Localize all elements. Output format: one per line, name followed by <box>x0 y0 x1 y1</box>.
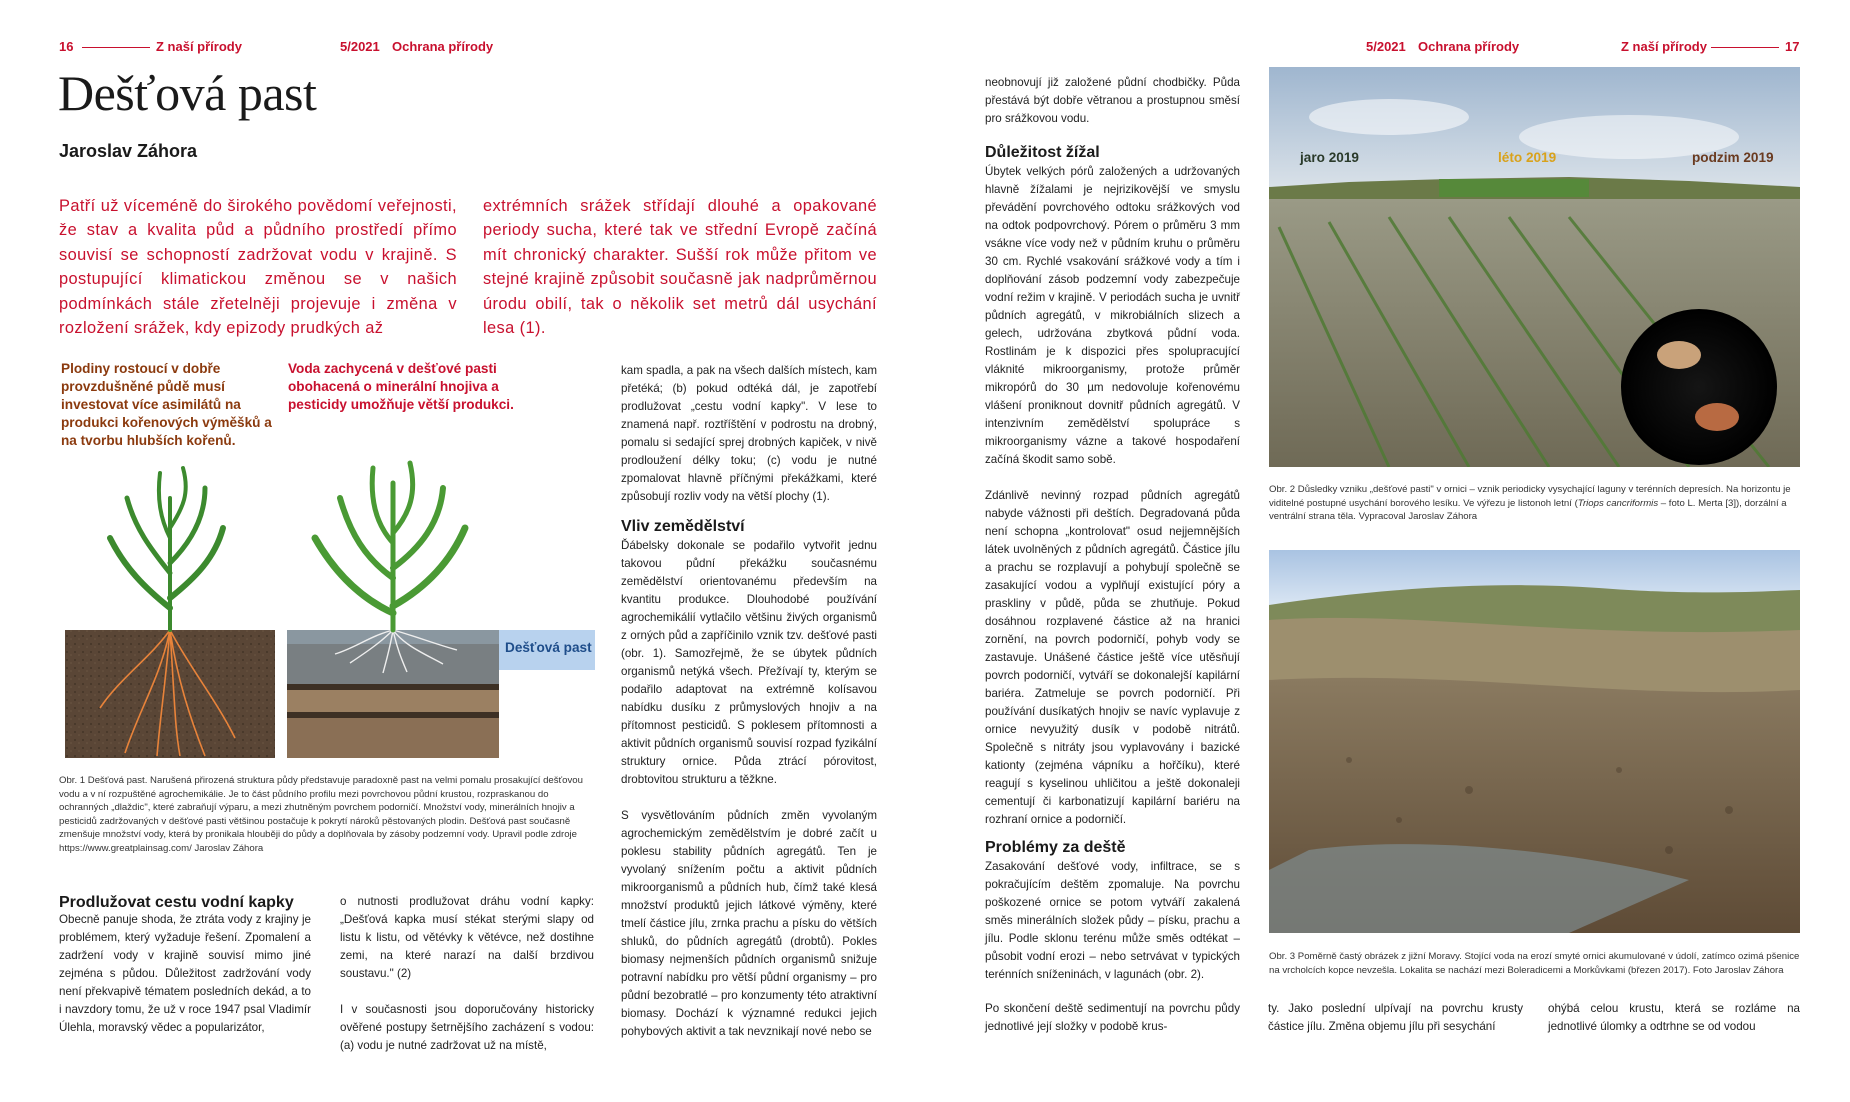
page-number-left: 16 <box>59 39 74 54</box>
right-col2-text-bottom <box>1268 1000 1523 1036</box>
right-col1-text-top <box>985 74 1240 128</box>
figure2-caption <box>1269 483 1800 524</box>
article-author: Jaroslav Záhora <box>59 141 198 161</box>
section1-heading: Prodlužovat cestu vodní kapky <box>59 894 294 911</box>
figure3-photo <box>1269 550 1800 933</box>
right-col1-text-bottom <box>985 858 1240 984</box>
left-col3-text-top <box>621 362 877 506</box>
heading-earthworms: Důležitost žížal <box>985 144 1100 161</box>
figure2-photo <box>1269 67 1800 467</box>
paragraph: Ďábelsky dokonale se podařilo vytvořit jednu takovou půdní překážku současnému zemědělství orientovanému především na kvantitu produkce. Dlouhodobé používání agrochemikálií vytlačilo většinu živých organismů z orných půd a zapříčinilo vznik tzv. dešťové pasti (obr. 1). Samozřejmě, že se úbytek půdních organismů netýká všech. Přežívají ty, kterým se podařilo adaptovat na extrémně kolísavou nabídku dusíku z průmyslových hnojiv a na přítomnost pesticidů. S poklesem přítomnosti a aktivit půdních organismů souvisí rozpad fyzikální struktury ornice. Půda ztrácí pórovitost, drobtovitou strukturu a těžkne. <box>621 539 877 786</box>
figure1-label-left: Plodiny rostoucí v dobře provzdušněné půdě musí investovat více asimilátů na produkci kořenových výměšků a na tvorbu hlubších kořenů. <box>61 361 272 448</box>
magazine-name-left: Ochrana přírody <box>392 39 494 54</box>
article-title: Dešťová past <box>58 65 317 121</box>
right-col1-text-middle <box>985 163 1240 829</box>
paragraph: S vysvětlováním půdních změn vyvolaným agrochemickým zemědělstvím je dobré začít u poklesu stability půdních agregátů. Ten je vyvolaný snížením počtu a aktivit půdních mikroorganismů a půdních hub, čímž také klesá množství produktů jejich látkové výměny, které tmelí částice jílu, zrnka prachu a písku do větších shluků, do půdních agregátů (drobtů). Pokles biomasy nejmenších půdních organismů snižuje potravní nabídku pro větší půdní organismy – pro půdní bezobratlé – pro konzumenty této atraktivní biomasy. Dochází k významné redukci jejich pohybových aktivit a tak nevznikají nové nebo se <box>621 809 877 1038</box>
caption-species: Triops cancriformis <box>1577 497 1659 509</box>
figure1-trap-label: Dešťová past <box>505 640 592 655</box>
section-name-right: Z naší přírody <box>1621 39 1707 54</box>
right-col1-text-last <box>985 1000 1240 1036</box>
issue-right: 5/2021 <box>1366 39 1406 54</box>
header-rule-left <box>82 47 150 48</box>
section1-text-col2 <box>340 893 594 1055</box>
season-label-spring: jaro 2019 <box>1300 150 1359 165</box>
paragraph: kam spadla, a pak na všech dalších místech, kam přetéká; (b) pokud odtéká dál, je zapotřebí prodlužovat „cestu vodní kapky". V lese to znamená např. roztříštění v podrostu na drobný, pomalu si sedající sprej drobných kapiček, v nivě prodloužení délky toku; (c) vodu je nutné zpomalovat hlavně příčnými překážkami, které způsobují rozliv vody na větší plochy (1). <box>621 364 877 503</box>
figure3-caption: Obr. 3 Poměrně častý obrázek z jižní Moravy. Stojící voda na erozí smyté ornici akumulované v údolí, zatímco ozimá pšenice na vrcholcích kopce nevzešla. Lokalita se nachází mezi Boleradicemi a Morkůvkami (březen 2017). Foto Jaroslav Záhora <box>1269 951 1800 976</box>
right-col3-text-bottom <box>1548 1000 1800 1036</box>
paragraph: Úbytek velkých pórů založených a udržovaných hlavně žížalami je nejrizikovější ve smyslu převádění povrchového odtoku srážkových vod na odtok podpovrchový. Pórem o průměru 3 mm vsákne více vody než v půdním kruhu o průměru 30 cm. Rychlé vsakování srážkové vody a tím i doplňování zásob podzemní vody zabezpečuje vodní režim v krajině. V periodách sucha je uvnitř půdních agregátů, v mikrobiálních slizech a gelech, udržována zbytková půdní voda. Rostlinám je k dispozici přes spolupracující vláknité mikroorganismy, protože průměr mikropórů do 30 µm nedovoluje kořenovému vlášení proniknout dovnitř půdních agregátů. V intenzivním zemědělství spolupráce s mikroorganismy vázne a takové hospodaření začíná škodit samo sobě. <box>985 165 1240 466</box>
paragraph: Zdánlivě nevinný rozpad půdních agregátů nabyde vážnosti při deštích. Degradovaná půda není schopna „kontrolovat" osud nejjemnějších látek uvolněných z půdních agregátů. Částice jílu a prachu se rozplavují a pohybují společně se zasakující vodou a vyplňují existující póry a praskliny v půdě, půda se zhutňuje. Pokud dosáhnou rozplavené částice až na hranici zornění, na povrch podorničí, pohyb vody se zastavuje. Unášené částice ještě více utěsňují povrch podorničí, vytváří se dokonalejší kapilární bariéra. Zatmeluje se povrch podorničí. Při používání dusíkatých hnojiv se navíc vyplavuje z ornice nevyužitý dusík v podobě nitrátů. Společně s nitráty jsou vyplavovány i bazické kationty (zejména vápníku a hořčíku), které reagují s kyselinou uhličitou a ještě dokonaleji cementují či karbonatizují kapilární bariéru na rozhraní ornice a podorničí. <box>985 489 1240 826</box>
season-label-summer: léto 2019 <box>1498 150 1557 165</box>
figure1-label-right: Voda zachycená v dešťové pasti obohacená o minerální hnojiva a pesticidy umožňuje větší produkci. <box>288 361 514 412</box>
season-label-autumn: podzim 2019 <box>1692 150 1774 165</box>
paragraph: I v současnosti jsou doporučovány historicky ověřené postupy šetrnějšího zacházení s vodou: (a) vodu je nutné zadržovat už na místě, <box>340 1003 594 1052</box>
paragraph: ty. Jako poslední ulpívají na povrchu krusty částice jílu. Změna objemu jílu při sesychání <box>1268 1002 1523 1033</box>
col3-heading: Vliv zemědělství <box>621 518 745 535</box>
heading-rain-problems: Problémy za deště <box>985 839 1126 856</box>
page-number-right: 17 <box>1785 39 1800 54</box>
paragraph: ohýbá celou krustu, která se rozláme na jednotlivé úlomky a odtrhne se od vodou <box>1548 1002 1800 1033</box>
caption-text: Obr. 2 Důsledky vzniku „dešťové pasti" v ornici – vznik periodicky vysychající laguny v terénních depresích. Na horizontu je viditelné postupné usychání borového lesíku. Ve výřezu je listonoh letní ( <box>1269 484 1791 509</box>
left-col3-text-bottom <box>621 537 877 1041</box>
section1-text-col1 <box>59 911 311 1037</box>
lead-paragraph-col2: extrémních srážek střídají dlouhé a opakované periody sucha, které tak ve střední Evropě začíná mít chronický charakter. Sušší rok může přitom ve stejné krajině způsobit současně jak nadprůměrnou úrodu obilí, tak o několik set metrů dál usychání lesa (1). <box>483 197 877 338</box>
paragraph: neobnovují již založené půdní chodbičky. Půda přestává být dobře větranou a prostupnou směsí pro srážkovou vodu. <box>985 76 1240 125</box>
section-name-left: Z naší přírody <box>156 39 242 54</box>
paragraph: Po skončení deště sedimentují na povrchu půdy jednotlivé její složky v podobě krus- <box>985 1002 1240 1033</box>
caption-text: – foto L. Merta [3]), dorzální a ventrální strana těla. Vypracoval Jaroslav Záhora <box>1269 497 1787 523</box>
figure1-illustration <box>65 458 595 758</box>
paragraph: Obecně panuje shoda, že ztráta vody z krajiny je problémem, který vyžaduje řešení. Zpomalení a zadržení vody v krajině souvisí mimo jiné zejména s půdou. Důležitost zadržování vody není překvapivě tématem posledních dekád, a to i navzdory tomu, že už v roce 1947 psal Vladimír Úlehla, moravský vědec a popularizátor, <box>59 913 311 1034</box>
issue-left: 5/2021 <box>340 39 380 54</box>
lead-paragraph-col1: Patří už víceméně do širokého povědomí veřejnosti, že stav a kvalita půd a půdního prostředí přímo souvisí se schopností zadržovat vodu v krajině. S postupující klimatickou změnou se v našich podmínkách stále zřetelněji projevuje i změna v rozložení srážek, kdy epizody prudkých až <box>59 197 457 338</box>
header-rule-right <box>1711 47 1779 48</box>
paragraph: Zasakování dešťové vody, infiltrace, se s pokračujícím deštěm zpomaluje. Na povrchu poškozené ornice se potom vytváří zakalená směs minerálních složek půdy – písku, prachu a jílu. Podle sklonu terénu může směs odtékat – působit vodní erozi – nebo setrvávat v typických terénních sníženinách, v lagunách (obr. 2). <box>985 860 1240 981</box>
figure1-caption: Obr. 1 Dešťová past. Narušená přirozená struktura půdy představuje paradoxně past na velmi pomalu prosakující dešťovou vodu a v ní rozpuštěné agrochemikálie. Je to část půdního profilu mezi povrchovou půdní krustou, rozpraskanou do ochranných „dlaždic", které zabraňují výparu, a mezi zhutněným povrchem podorničí. Množství vody, minerálních hnojiv a pesticidů zadržovaných v dešťové pasti většinou postačuje k pokrytí nároků pěstovaných plodin. Dešťová past současně zmenšuje množství vody, která by pronikala hlouběji do půdy a doplňovala by zásoby podzemní vody. Upravil podle zdroje https://www.greatplainsag.com/ Jaroslav Záhora <box>59 775 583 854</box>
paragraph: o nutnosti prodlužovat dráhu vodní kapky: „Dešťová kapka musí stékat sterými slapy od listu k listu, od větévky k větévce, než dostihne zemi, na které narazí na další brzdivou soustavu." (2) <box>340 895 594 980</box>
magazine-name-right: Ochrana přírody <box>1418 39 1520 54</box>
